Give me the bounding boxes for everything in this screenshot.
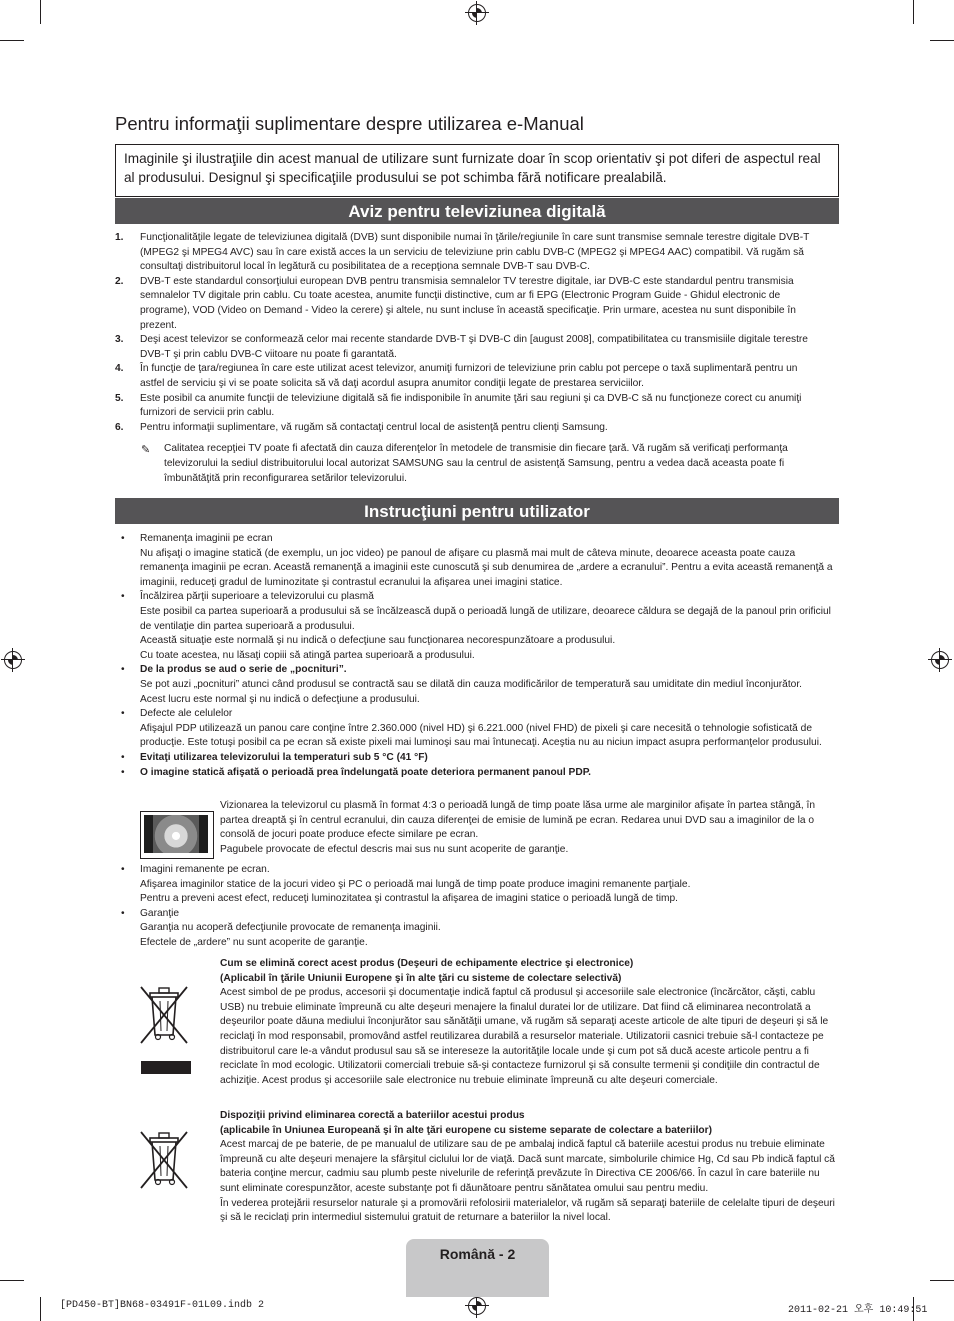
weee-bar [141,1061,191,1074]
list-item: 4. În funcţie de ţara/regiunea în care este utilizat acest televizor, anumiţi furnizori de televiziune prin cablu pot percepe o taxă suplimentară pentru un astfel de serviciu şi vi se poate solicita să vă daţi acordul asupra anumitor condiţii legate de prestarea serviciilor. [115,363,798,389]
registration-mark-icon [931,651,949,669]
crop-mark [40,1297,41,1321]
static-image-explanation: Vizionarea la televizorul cu plasmă în format 4:3 o perioadă lungă de timp poate lăsa urme ale marginilor afişate în partea stângă, în partea dreaptă şi în centrul ecranului, din cauza diferenţei de emisie de lumină pe ecran. Redarea unui DVD sau a imaginilor de la o consolă de jocuri poate produce efecte similare pe ecran. Pagubele provocate de efectul descris mai sus nu sunt acoperite de garanţie. [220,800,815,855]
list-item: • Evitaţi utilizarea televizorului la temperaturi sub 5 °C (41 °F) [121,751,428,763]
weee-text: Cum se elimină corect acest produs (Deşeuri de echipamente electrice şi electronice) (Aplicabil în ţările Uniunii Europene şi în alte ţări cu sisteme de colectare selectivă) Acest simbol de pe produs, accesorii şi documentaţie indică faptul că produsul şi accesoriile sale electronice (încărcător, căşti, cablu USB) nu trebuie eliminate împreună cu alte deşeuri menajere la finalul duratei lor de utilizare. Dat fiind că eliminarea necontrolată a deşeurilor poate dăuna mediului înconjurător sau sănătăţii umane, vă rugăm să separaţi aceste articole de alte tipuri de deşeuri şi să le reciclaţi în mod responsabil, promovând astfel reutilizarea durabilă a resurselor materiale. Utilizatorii casnici trebuie să-l contacteze pe distribuitorul care le-a vândut produsul sau să se intereseze la autorităţile locale unde şi cum pot să ducă aceste articole pentru a fi reciclate în mod ecologic. Utilizatorii comerciali trebuie să-şi contacteze furnizorul şi să consulte termenii şi condiţiile din contractul de achiziţie. Acest produs şi accesoriile sale electronice nu trebuie eliminate împreună cu alte deşeuri comerciale. [220,958,829,1086]
registration-mark-icon [468,1297,486,1315]
battery-text: Dispoziţii privind eliminarea corectă a bateriilor acestui produs (aplicabile în Uniunea Europeană şi în alte ţări europene cu sisteme separate de colectare a bateriilor) Acest marcaj de pe baterie, de pe manualul de utilizare sau de pe ambalaj indică faptul că bateriile acestui produs nu trebuie eliminate împreună cu alte deşeuri menajere la sfârşitul ciclului lor de viaţă. Dacă sunt marcate, simbolurile chimice Hg, Cd sau Pb indică faptul că bateria conţine mercur, cadmiu sau plumb peste nivelurile de referinţă prevăzute în Directiva CE 2006/66. În cazul în care bateriile nu sunt eliminate corespunzător, aceste substanţe pot fi dăunătoare pentru sănătatea omului sau pentru mediu. În vederea protejării resurselor naturale şi a promovării refolosirii materialelor, vă rugăm să separaţi bateriile de celelalte tipuri de deşeuri şi să le reciclaţi prin intermediul sistemului gratuit de returnare a bateriilor la nivel local. [220,1110,835,1224]
crossed-bin-icon [136,983,192,1047]
page-number: Română - 2 [439,1246,516,1262]
disclaimer-box: Imaginile şi ilustraţiile din acest manual de utilizare sunt furnizate doar în scop orientativ şi pot diferi de aspectul real al produsului. Designul şi specificaţiile produsului se pot schimba fără notificare prealabilă. [115,144,839,197]
registration-mark-icon [4,651,22,669]
list-item: 3. Deşi acest televizor se conformează celor mai recente standarde DVB-T şi DVB-C din [august 2008], compatibilitatea cu transmisiile digitale terestre DVB-T şi prin cablu DVB-C viitoare nu poate fi garantată. [115,334,808,360]
crop-mark [913,0,914,24]
footer-timestamp: 2011-02-21 오후 10:49:51 [788,1305,928,1316]
crop-mark [930,1280,954,1281]
crop-mark [930,40,954,41]
note-item: ✎ Calitatea recepţiei TV poate fi afectată din cauza diferenţelor în metodele de transmisie din fiecare ţară. Vă rugăm să verificaţi performanţa televizorului la sediul distribuitorului local autorizat SAMSUNG sau la centrul de asistenţă Samsung, pentru a vedea dacă aceasta poate fi îmbunătăţită prin reconfigurarea setărilor televizorului. [141,443,788,484]
list-item: 1. Funcţionalităţile legate de televiziunea digitală (DVB) sunt disponibile numai în ţările/regiunile în care sunt transmise semnale terestre digitale DVB-T (MPEG2 şi MPEG4 AVC) sau în care există acces la un serviciu de televiziune prin cablu DVB-C (MPEG2 şi MPEG4 AAC) compatibil. Vă rugăm să consultaţi distribuitorul local în legătură cu posibilitatea de a recepţiona semnale DVB-T sau DVB-C. [115,232,810,273]
list-item: • De la produs se aud o serie de „pocnituri”. Se pot auzi „pocnituri” atunci când produsul se contractă sau se dilată din cauza modificărilor de temperatură sau umiditate din mediul înconjurător. Acest lucru este normal şi nu indică o defecţiune a produsului. [121,664,802,705]
list-item: • Încălzirea părţii superioare a televizorului cu plasmă Este posibil ca partea superioară a produsului să se încălzească după o perioadă lungă de utilizare, deoarece căldura se degajă de la panoul prin orificiul de ventilaţie din partea superioară a produsului. Această situaţie este normală şi nu indică o defecţiune sau funcţionarea necorespunzătoare a produsului. Cu toate acestea, nu lăsaţi copiii să atingă partea superioară a produsului. [121,591,831,661]
list-item: • Garanţie Garanţia nu acoperă defecţiunile provocate de remanenţa imaginii. Efectele de „ardere” nu sunt acoperite de garanţie. [121,907,441,948]
tv-static-image-illustration [140,811,214,859]
crop-mark [40,0,41,24]
page-title: Pentru informaţii suplimentare despre utilizarea e-Manual [115,113,584,134]
digital-tv-list [115,231,823,486]
list-item: 6. Pentru informaţii suplimentare, vă rugăm să contactaţi centrul local de asistenţă pentru clienţi Samsung. [115,421,608,433]
list-item: • Imagini remanente pe ecran. Afişarea imaginilor statice de la jocuri video şi PC o perioadă mai lungă de timp poate produce imagini remanente parţiale. Pentru a preveni acest efect, reduceţi luminozitatea şi contrastul la afişarea de imagini statice o perioadă lungă de timp. [121,864,691,905]
list-item: 5. Este posibil ca anumite funcţii de televiziune digitală să fie indisponibile în anumite ţări sau regiuni şi ca DVB-C să nu funcţioneze corect cu anumiţi furnizori de servicii prin cablu. [115,392,802,419]
crop-mark [0,40,24,41]
crop-mark [0,1280,24,1281]
registration-mark-icon [468,4,486,22]
list-item: • Defecte ale celulelor Afişajul PDP utilizează un panou care conţine între 2.360.000 (nivel HD) şi 6.221.000 (nivel FHD) de pixeli şi care necesită o tehnologie sofisticată de producţie. Este totuşi posibil ca pe ecran să existe pixeli mai luminoşi sau mai întunecaţi. Aceştia nu au niciun impact asupra performanţelor produsului. [121,708,822,749]
crossed-bin-icon [136,1128,192,1192]
section-heading-user-instructions: Instrucţiuni pentru utilizator [115,498,839,524]
pencil-note-icon: ✎ [141,444,151,457]
section-heading-digital-tv: Aviz pentru televiziunea digitală [115,198,839,224]
user-instructions-list [115,532,833,780]
user-instructions-list-2 [115,863,833,951]
list-item: • O imagine statică afişată o perioadă prea îndelungată poate deteriora permanent panoul PDP. [121,766,592,778]
list-item: 2. DVB-T este standardul consorţiului european DVB pentru transmisia semnalelor TV terestre digitale, iar DVB-C este standardul pentru transmisia semnalelor TV digitale prin cablu. Cu toate acestea, anumite funcţii distinctive, cum ar fi EPG (Electronic Program Guide - Ghidul electronic de programe), VOD (Video on Demand - Video la cerere) şi altele, nu sunt incluse în această specificaţie. Prin urmare, acestea nu sunt disponibile în prezent. [115,275,796,331]
footer-file-info: [PD450-BT]BN68-03491F-01L09.indb 2 [60,1300,265,1311]
list-item: • Remanenţa imaginii pe ecran Nu afişaţi o imagine statică (de exemplu, un joc video) pe panoul de afişare cu plasmă mai mult de câteva minute, deoarece aceasta poate cauza remanenţa imaginii pe ecran. Această remanenţă a imaginii este cunoscută şi sub denumirea de „ardere a ecranului”. Pentru a evita această remanenţă a imaginii, reduceţi gradul de luminozitate şi contrastul ecranului la afişarea unei imagini statice. [121,533,833,588]
